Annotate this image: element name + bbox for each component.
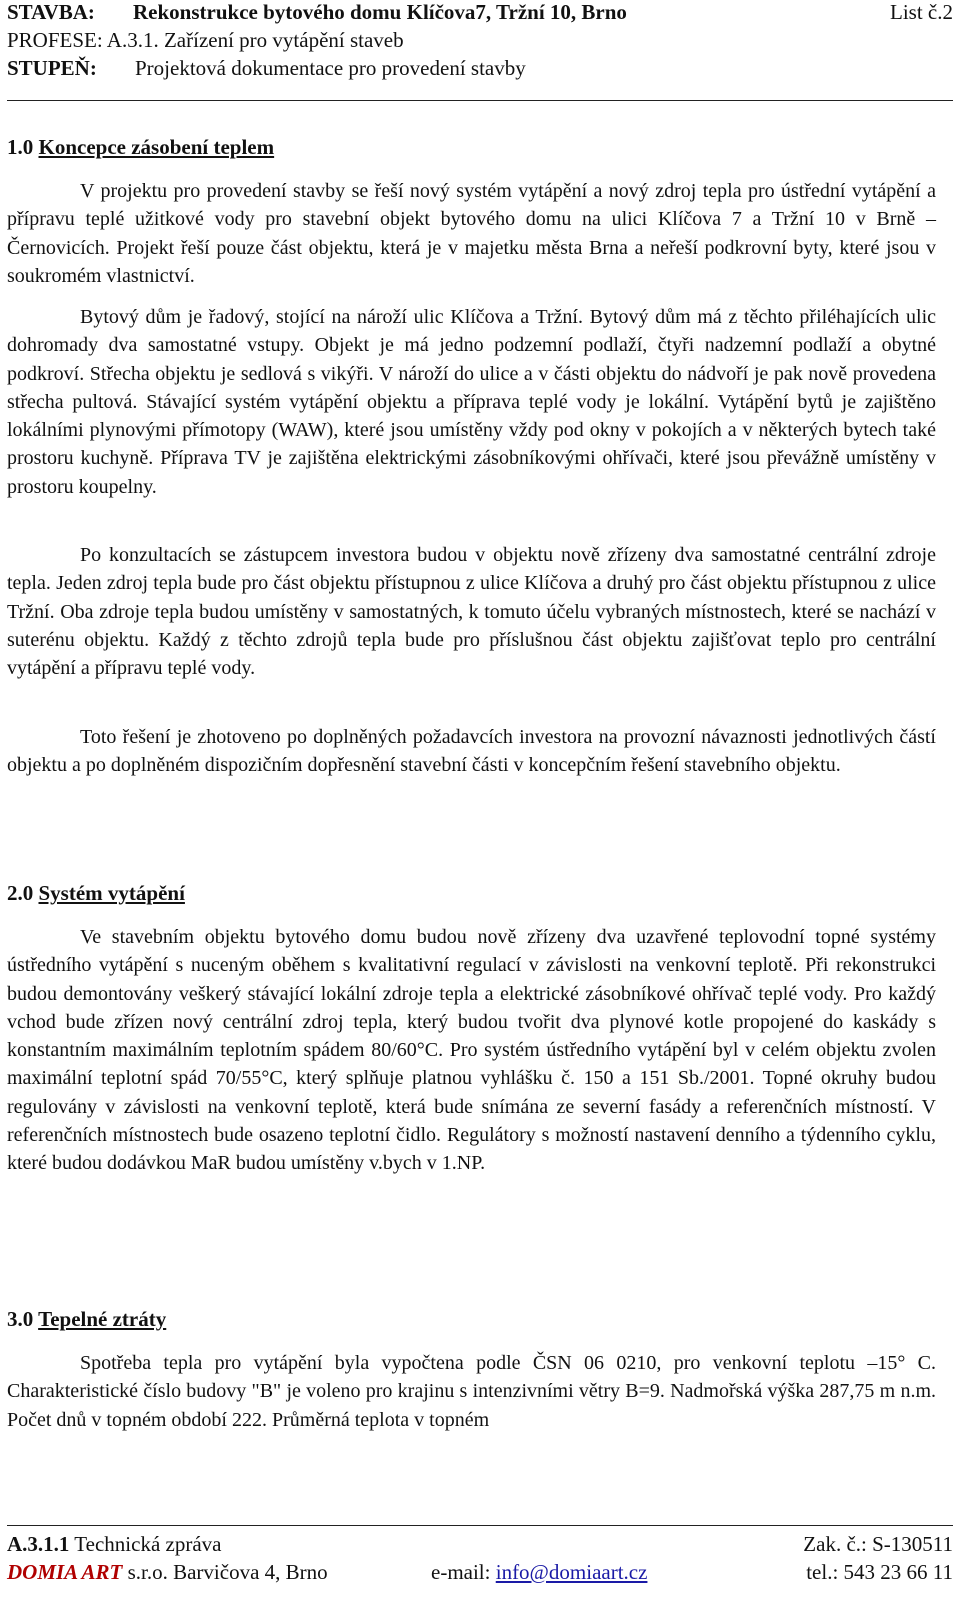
paragraph: Toto řešení je zhotoveno po doplněných požadavcích investora na provozní návaznosti jednotlivých částí objektu a po doplněném dispozičním dopřesnění stavební části v koncepčním řešení stavebního objektu. — [7, 726, 936, 777]
email-block — [431, 1559, 647, 1585]
profese-value: A.3.1. Zařízení pro vytápění staveb — [106, 28, 404, 52]
profese-label: PROFESE: — [7, 28, 103, 52]
email-link[interactable]: info@domiaart.cz — [495, 1560, 648, 1584]
paragraph: V projektu pro provedení stavby se řeší nový systém vytápění a nový zdroj tepla pro ústřední vytápění a přípravu teplé užitkové vody pro stavební objekt bytového domu na ulici Klíčova 7 a Tržní 10 v Brně – Černovicích. Projekt řeší pouze část objektu, která je v majetku města Brna a neřeší podkrovní byty, které jsou v soukromém vlastnictví. — [7, 180, 936, 287]
stupen-value: Projektová dokumentace pro provedení stavby — [135, 56, 526, 80]
section-number: 1.0 — [7, 135, 34, 159]
section-heading-3 — [7, 1306, 166, 1332]
company-address: s.r.o. Barvičova 4, Brno — [127, 1560, 328, 1584]
header-profese — [7, 27, 953, 53]
doc-code: A.3.1.1 — [7, 1532, 70, 1556]
paragraph: Po konzultacích se zástupcem investora budou v objektu nově zřízeny dva samostatné centrální zdroje tepla. Jeden zdroj tepla bude pro část objektu přístupnou z ulice Klíčova a druhý pro část objektu přístupnou z ulice Tržní. Oba zdroje tepla budou umístěny v samostatných, k tomuto účelu vybraných místnostech, které se nachází v suterénu objektu. Každý z těchto zdrojů tepla bude pro příslušnou část objektu zajišťovat teplo pro centrální vytápění a přípravu teplé vody. — [7, 544, 936, 680]
section-title: Tepelné ztráty — [38, 1307, 167, 1331]
header-divider — [7, 100, 953, 101]
doc-name: Technická zpráva — [74, 1532, 222, 1556]
company-brand: DOMIA ART — [7, 1560, 123, 1584]
section-title: Koncepce zásobení teplem — [38, 135, 275, 159]
stavba-label: STAVBA: — [7, 0, 95, 24]
footer-divider — [7, 1525, 953, 1526]
stupen-label: STUPEŇ: — [7, 56, 97, 80]
paragraph: Spotřeba tepla pro vytápění byla vypočtena podle ČSN 06 0210, pro venkovní teplotu –15° C. Charakteristické číslo budovy "B" je voleno pro krajinu s intenzivními větry B=9. Nadmořská výška 287,75 m n.m. Počet dnů v topném období 222. Průměrná teplota v topném — [7, 1352, 936, 1431]
paragraph: Bytový dům je řadový, stojící na nároží ulic Klíčova a Tržní. Bytový dům má z těchto přiléhajících ulic dohromady dva samostatné vstupy. Objekt je má jedno podzemní podlaží, čtyři nadzemní podlaží a obytné podkroví. Střecha objektu je sedlová s vikýři. V nároží do ulice a v části objektu do nádvoří je pak nově provedena střecha pultová. Stávající systém vytápění objektu a příprava teplé vody je lokální. Vytápění bytů je zajištěno lokálními plynovými přímotopy (WAW), které jsou umístěny vždy pod okny v pokojích a v některých bytech také prostoru kuchyně. Příprava TV je zajištěna elektrickými zásobníkovými ohřívači, které jsou převážně umístěny v prostoru koupelny. — [7, 306, 936, 498]
section-number: 2.0 — [7, 881, 34, 905]
section-heading-1 — [7, 134, 274, 160]
section-heading-2 — [7, 880, 185, 906]
email-label: e-mail: — [431, 1560, 491, 1584]
section-title: Systém vytápění — [38, 881, 185, 905]
footer-line-2 — [7, 1559, 953, 1585]
stavba-value: Rekonstrukce bytového domu Klíčova7, Tržní 10, Brno — [133, 0, 627, 24]
phone-number: tel.: 543 23 66 11 — [806, 1560, 953, 1584]
header-stupen — [7, 55, 953, 81]
order-number: Zak. č.: S-130511 — [803, 1532, 953, 1556]
sheet-number: List č.2 — [890, 0, 953, 24]
section-number: 3.0 — [7, 1307, 34, 1331]
header-stavba — [7, 0, 953, 25]
footer-line-1 — [7, 1531, 953, 1557]
paragraph: Ve stavebním objektu bytového domu budou nově zřízeny dva uzavřené teplovodní topné systémy ústředního vytápění s nuceným oběhem s kvalitativní regulací v závislosti na venkovní teplotě. Při rekonstrukci budou demontovány veškerý stávající lokální zdroje tepla a elektrické zásobníkové ohřívač teplé vody. Pro každý vchod bude zřízen nový centrální zdroj tepla, který budou tvořit dva plynové kotle propojené do kaskády s konstantním maximálním teplotním spádem 80/60°C. Pro systém ústředního vytápění byl v celém objektu zvolen maximální teplotní spád 70/55°C, který splňuje platnou vyhlášku č. 150 a 151 Sb./2001. Topné okruhy budou regulovány v závislosti na venkovní teplotě, která bude snímána ze severní fasády a referenčních místností. V referenčních místnostech bude osazeno teplotní čidlo. Regulátory s možností nastavení denního a týdenního cyklu, které budou dodávkou MaR budou umístěny v.bych v 1.NP. — [7, 926, 936, 1175]
